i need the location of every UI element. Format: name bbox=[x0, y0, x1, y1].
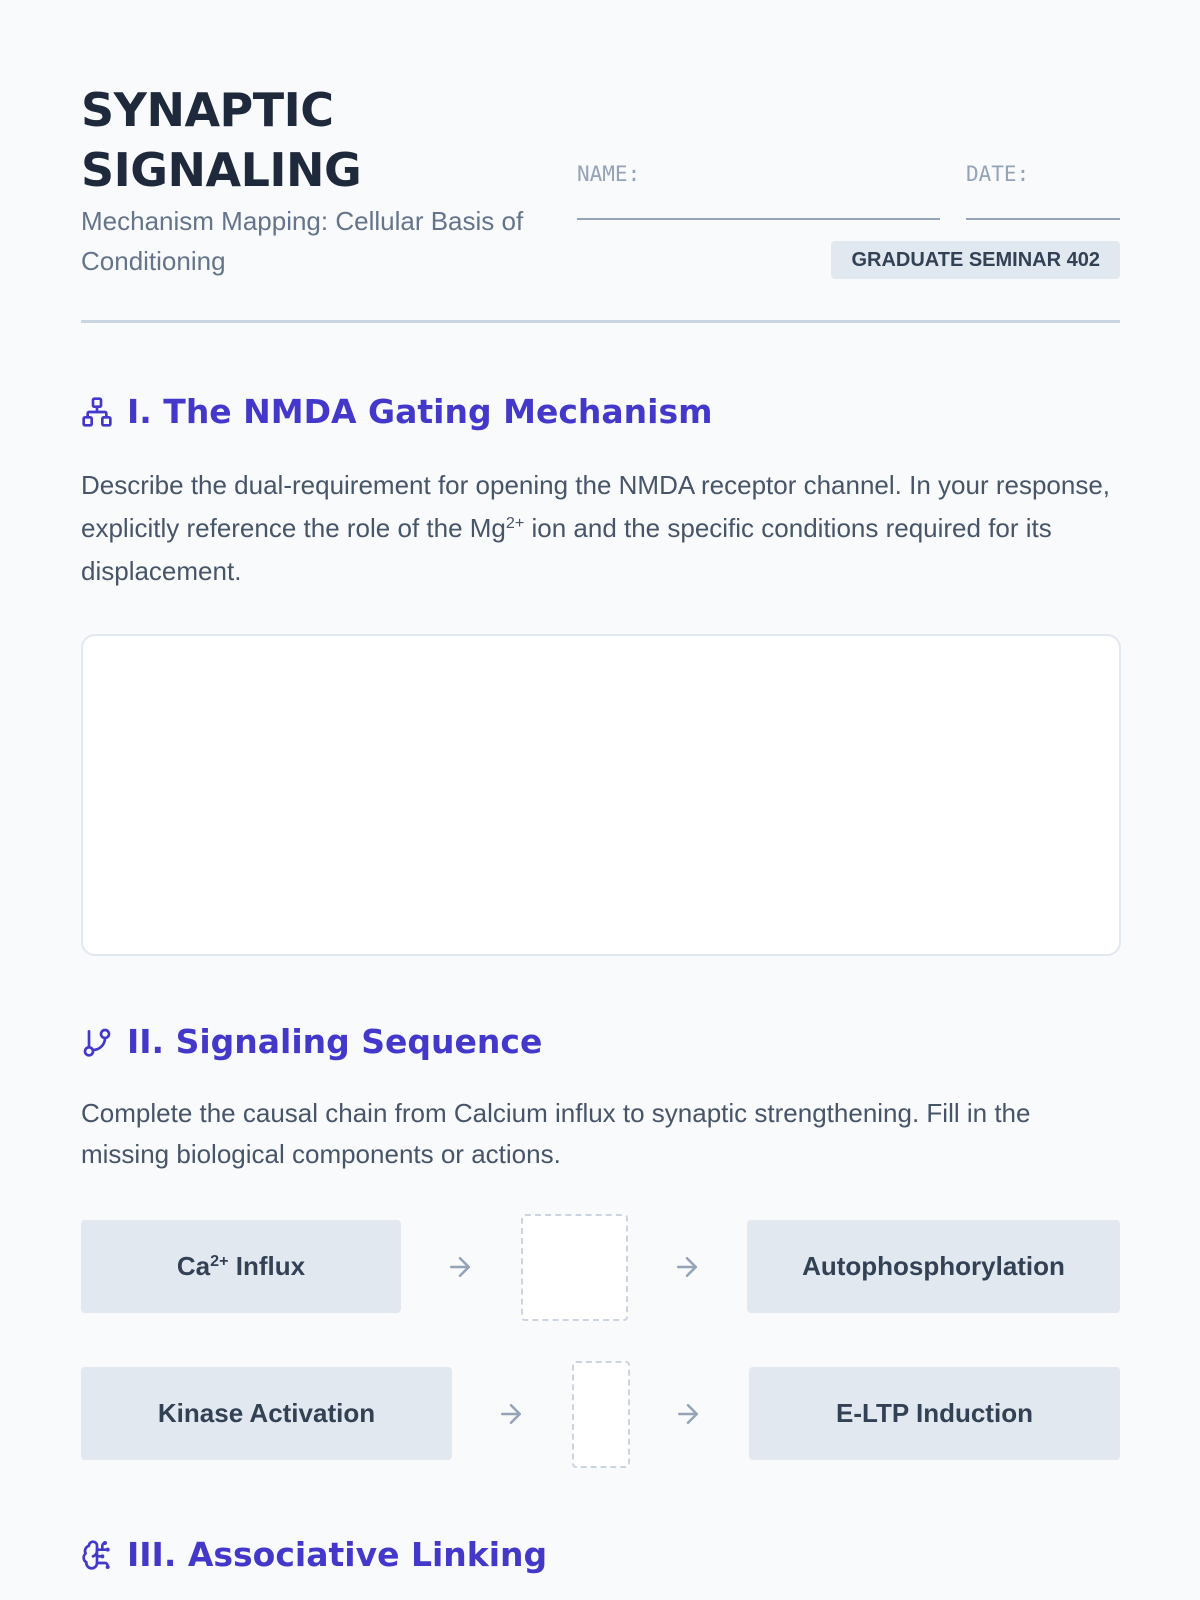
flow-node-label: Kinase Activation bbox=[157, 1398, 376, 1428]
page-subtitle: Mechanism Mapping: Cellular Basis of Conditioning bbox=[81, 206, 524, 276]
brain-circuit-icon bbox=[81, 1539, 113, 1571]
section-1-prompt-text: Describe the dual-requirement for opening the NMDA receptor channel. In your response, explicitly reference the role of the Mg bbox=[81, 470, 1111, 543]
course-badge: GRADUATE SEMINAR 402 bbox=[831, 241, 1120, 279]
git-branch-icon bbox=[81, 1026, 113, 1058]
arrow-right-icon bbox=[445, 1252, 475, 1282]
flow-blank-input-1[interactable] bbox=[521, 1214, 628, 1321]
section-1-prompt-continuation: ion and the specific conditions required for its displacement. bbox=[81, 513, 1052, 586]
section-2-heading bbox=[81, 1022, 542, 1061]
section-2-prompt: Complete the causal chain from Calcium influx to synaptic strengthening. Fill in the missing biological components or actions. bbox=[81, 1098, 1031, 1169]
name-field[interactable] bbox=[577, 218, 940, 220]
page-title-line-2: SIGNALING bbox=[81, 143, 362, 197]
header-divider bbox=[81, 320, 1120, 323]
page-title-line-1: SYNAPTIC bbox=[81, 83, 334, 137]
section-1-heading bbox=[81, 392, 712, 431]
section-3-heading bbox=[81, 1535, 547, 1574]
section-1-title: I. The NMDA Gating Mechanism bbox=[127, 392, 713, 431]
flow-node-kinase-activation bbox=[81, 1367, 452, 1460]
date-field[interactable] bbox=[966, 218, 1120, 220]
page-title bbox=[81, 80, 361, 200]
name-label: NAME: bbox=[577, 162, 641, 186]
section-2-title: II. Signaling Sequence bbox=[127, 1022, 543, 1061]
arrow-right-icon bbox=[673, 1399, 703, 1429]
arrow-right-icon bbox=[672, 1252, 702, 1282]
section-3-title: III. Associative Linking bbox=[127, 1535, 548, 1574]
answer-box-nmda[interactable] bbox=[81, 634, 1121, 956]
network-icon bbox=[81, 396, 113, 428]
flow-node-ca-influx bbox=[81, 1220, 401, 1313]
mg-charge-superscript: 2+ bbox=[505, 514, 525, 533]
flow-node-autophosphorylation: Autophosphorylation bbox=[747, 1220, 1120, 1313]
flow-node-e-ltp-induction: E-LTP Induction bbox=[749, 1367, 1120, 1460]
date-label: DATE: bbox=[966, 162, 1030, 186]
arrow-right-icon bbox=[496, 1399, 526, 1429]
flow-blank-input-2[interactable] bbox=[572, 1361, 630, 1468]
flow-node-label: $Ca^{2+}$ Influx bbox=[176, 1251, 306, 1281]
section-1-prompt bbox=[81, 464, 1120, 593]
